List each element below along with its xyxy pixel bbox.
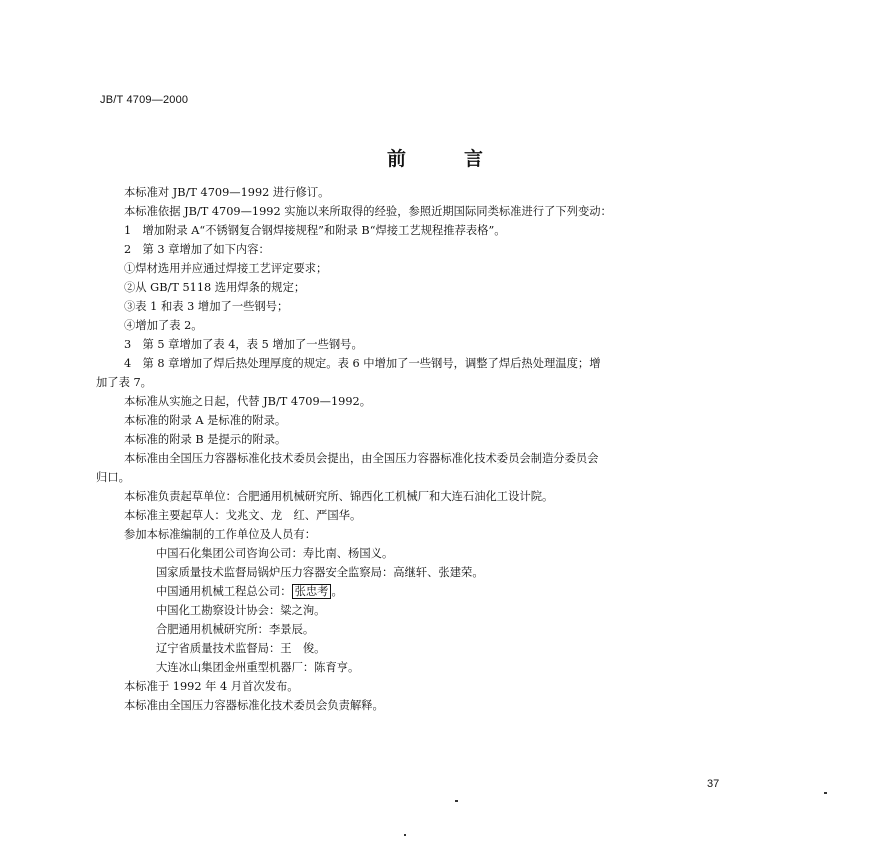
participant-line: 大连冰山集团金州重型机器厂：陈育亨。 — [156, 661, 360, 674]
body-line: 3 第 5 章增加了表 4，表 5 增加了一些钢号。 — [124, 338, 363, 351]
body-line: 1 增加附录 A“不锈钢复合钢焊接规程”和附录 B“焊接工艺规程推荐表格”。 — [124, 224, 506, 237]
body-line: 本标准主要起草人：戈兆文、龙 红、严国华。 — [124, 509, 362, 522]
body-line: ①焊材选用并应通过焊接工艺评定要求； — [124, 262, 328, 275]
participant-line: 中国通用机械工程总公司： 张忠考 。 — [156, 585, 343, 598]
body-line: 本标准由全国压力容器标准化技术委员会提出，由全国压力容器标准化技术委员会制造分委员会 — [124, 452, 599, 465]
document-code-header: JB/T 4709—2000 — [100, 94, 189, 106]
body-line: 本标准依据 JB/T 4709—1992 实施以来所取得的经验，参照近期国际同类标准进行了下列变动： — [124, 205, 612, 218]
participant-line: 国家质量技术监督局锅炉压力容器安全监察局：高继轩、张建荣。 — [156, 566, 484, 579]
body-line: 本标准的附录 B 是提示的附录。 — [124, 433, 287, 446]
body-line: 本标准的附录 A 是标准的附录。 — [124, 414, 287, 427]
scan-speck — [404, 834, 406, 836]
body-line: 加了表 7。 — [96, 376, 152, 389]
body-line: 本标准对 JB/T 4709—1992 进行修订。 — [124, 186, 330, 199]
participant-line: 合肥通用机械研究所：李景辰。 — [156, 623, 315, 636]
body-line: 归口。 — [96, 471, 130, 484]
body-line: 2 第 3 章增加了如下内容： — [124, 243, 270, 256]
body-line: ④增加了表 2。 — [124, 319, 203, 332]
body-line: 本标准从实施之日起，代替 JB/T 4709—1992。 — [124, 395, 372, 408]
body-line: 本标准由全国压力容器标准化技术委员会负责解释。 — [124, 699, 384, 712]
page-title: 前言 — [386, 148, 541, 170]
participant-line: 中国石化集团公司咨询公司：寿比南、杨国义。 — [156, 547, 394, 560]
page-number: 37 — [707, 778, 720, 790]
participant-line: 中国化工勘察设计协会：粱之洵。 — [156, 604, 326, 617]
scan-speck — [455, 800, 458, 802]
body-line: 参加本标准编制的工作单位及人员有： — [124, 528, 317, 541]
participant-line: 辽宁省质量技术监督局：王 俊。 — [156, 642, 326, 655]
body-line: ③表 1 和表 3 增加了一些钢号； — [124, 300, 289, 313]
body-line: ②从 GB/T 5118 选用焊条的规定； — [124, 281, 306, 294]
boxed-name: 张忠考 — [292, 584, 332, 599]
body-line: 本标准于 1992 年 4 月首次发布。 — [124, 680, 299, 693]
body-line: 4 第 8 章增加了焊后热处理厚度的规定。表 6 中增加了一些钢号，调整了焊后热处理温度；增 — [124, 357, 601, 370]
body-line: 本标准负责起草单位：合肥通用机械研究所、锦西化工机械厂和大连石油化工设计院。 — [124, 490, 554, 503]
scan-speck — [824, 792, 827, 794]
